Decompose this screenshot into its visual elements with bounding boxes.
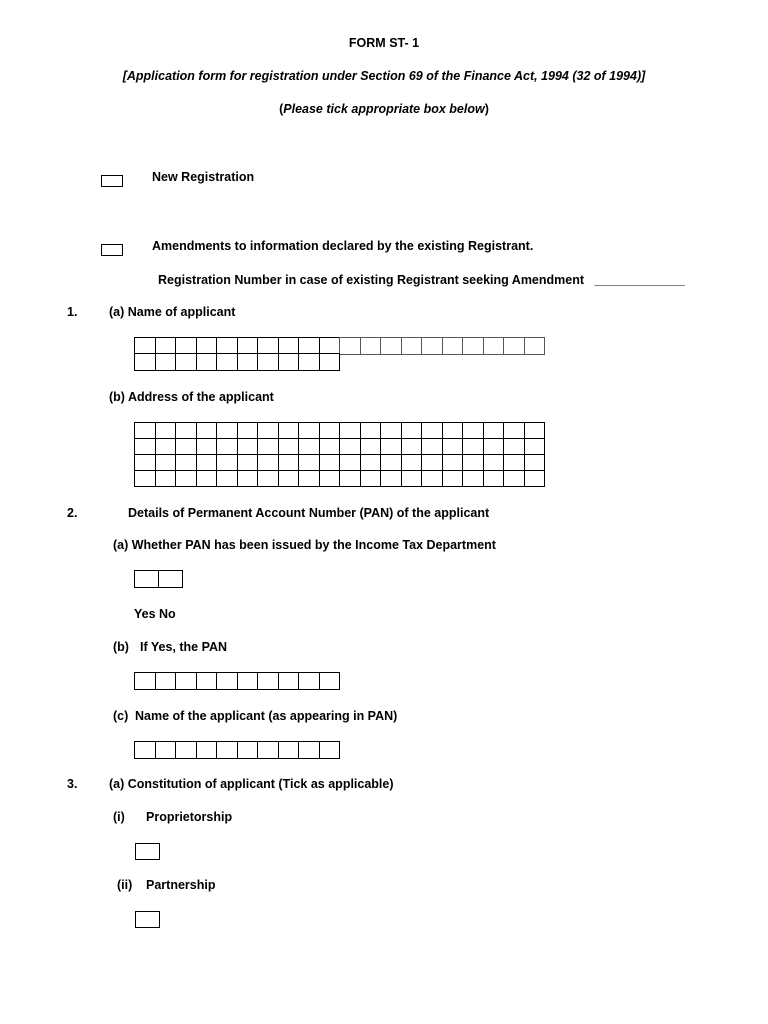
entry-cell[interactable] (524, 422, 546, 439)
new-registration-label: New Registration (152, 170, 255, 184)
entry-cell[interactable] (483, 422, 505, 439)
entry-cell[interactable] (524, 454, 546, 471)
entry-cell[interactable] (175, 438, 197, 455)
entry-cell[interactable] (237, 672, 259, 690)
entry-cell[interactable] (339, 337, 361, 355)
entry-cell[interactable] (196, 454, 218, 471)
entry-cell[interactable] (278, 741, 300, 759)
amendment-checkbox[interactable] (101, 244, 123, 256)
entry-cell[interactable] (196, 672, 218, 690)
pan-grid[interactable] (135, 673, 340, 690)
entry-cell[interactable] (319, 672, 341, 690)
entry-cell[interactable] (196, 353, 218, 371)
entry-cell[interactable] (216, 470, 238, 487)
q1a-label: (a) Name of applicant (109, 305, 236, 319)
entry-cell[interactable] (380, 454, 402, 471)
entry-cell[interactable] (421, 337, 443, 355)
q3-ii-label: Partnership (146, 878, 216, 892)
entry-cell[interactable] (401, 422, 423, 439)
registration-number-label (158, 273, 685, 287)
entry-cell[interactable] (524, 470, 546, 487)
entry-cell[interactable] (237, 741, 259, 759)
entry-cell[interactable] (524, 438, 546, 455)
form-subtitle: [Application form for registration under Section 69 of the Finance Act, 1994 (32 of 1994)] (122, 69, 646, 83)
q2-number: 2. (67, 506, 78, 520)
address-grid[interactable] (135, 423, 545, 487)
entry-cell[interactable] (155, 422, 177, 439)
entry-cell[interactable] (257, 438, 279, 455)
entry-cell[interactable] (380, 438, 402, 455)
entry-cell[interactable] (298, 470, 320, 487)
entry-cell[interactable] (257, 470, 279, 487)
entry-cell[interactable] (134, 353, 156, 371)
entry-cell[interactable] (278, 470, 300, 487)
entry-cell[interactable] (175, 454, 197, 471)
entry-cell[interactable] (442, 337, 464, 355)
entry-cell[interactable] (216, 438, 238, 455)
entry-cell[interactable] (503, 470, 525, 487)
q2b-marker: (b) (113, 640, 129, 654)
entry-cell[interactable] (401, 337, 423, 355)
entry-cell[interactable] (298, 438, 320, 455)
entry-cell[interactable] (339, 470, 361, 487)
entry-cell[interactable] (134, 438, 156, 455)
entry-cell[interactable] (503, 438, 525, 455)
partnership-checkbox[interactable] (135, 911, 160, 928)
pan-issued-yes-no-boxes[interactable] (135, 571, 183, 588)
entry-cell[interactable] (134, 741, 156, 759)
entry-cell[interactable] (421, 438, 443, 455)
entry-cell[interactable] (524, 337, 546, 355)
entry-cell[interactable] (319, 741, 341, 759)
entry-cell[interactable] (319, 454, 341, 471)
entry-cell[interactable] (155, 438, 177, 455)
entry-cell[interactable] (175, 353, 197, 371)
entry-cell[interactable] (339, 422, 361, 439)
entry-cell[interactable] (339, 454, 361, 471)
amendment-label: Amendments to information declared by the existing Registrant. (152, 239, 534, 253)
instruction-text: Please tick appropriate box below (283, 102, 485, 116)
q2c-label: Name of the applicant (as appearing in PAN) (135, 709, 398, 723)
entry-cell[interactable] (380, 422, 402, 439)
entry-cell[interactable] (360, 470, 382, 487)
entry-cell[interactable] (216, 672, 238, 690)
entry-cell[interactable] (196, 470, 218, 487)
form-instruction (0, 102, 768, 116)
entry-cell[interactable] (462, 438, 484, 455)
entry-cell[interactable] (442, 454, 464, 471)
registration-number-field[interactable]: _____________ (594, 273, 685, 287)
entry-cell[interactable] (421, 422, 443, 439)
entry-cell[interactable] (278, 353, 300, 371)
entry-cell[interactable] (237, 353, 259, 371)
entry-cell[interactable] (503, 337, 525, 355)
entry-cell[interactable] (257, 741, 279, 759)
entry-cell[interactable] (462, 454, 484, 471)
entry-cell[interactable] (134, 570, 159, 588)
entry-cell[interactable] (257, 454, 279, 471)
entry-cell[interactable] (421, 454, 443, 471)
entry-cell[interactable] (175, 741, 197, 759)
entry-cell[interactable] (401, 454, 423, 471)
proprietorship-checkbox[interactable] (135, 843, 160, 860)
entry-cell[interactable] (360, 454, 382, 471)
entry-cell[interactable] (237, 422, 259, 439)
instruction-open: ( (279, 102, 284, 116)
entry-cell[interactable] (155, 741, 177, 759)
entry-cell[interactable] (298, 422, 320, 439)
q3-i-label: Proprietorship (146, 810, 233, 824)
entry-cell[interactable] (134, 422, 156, 439)
name-grid-row1-extension[interactable] (340, 338, 545, 355)
entry-cell[interactable] (134, 454, 156, 471)
entry-cell[interactable] (319, 422, 341, 439)
entry-cell[interactable] (257, 353, 279, 371)
q3a-label: (a) Constitution of applicant (Tick as applicable) (109, 777, 394, 791)
entry-cell[interactable] (360, 438, 382, 455)
entry-cell[interactable] (319, 353, 341, 371)
entry-cell[interactable] (196, 741, 218, 759)
entry-cell[interactable] (278, 672, 300, 690)
entry-cell[interactable] (483, 337, 505, 355)
entry-cell[interactable] (278, 438, 300, 455)
entry-cell[interactable] (319, 470, 341, 487)
entry-cell[interactable] (503, 454, 525, 471)
entry-cell[interactable] (298, 741, 320, 759)
new-registration-checkbox[interactable] (101, 175, 123, 187)
entry-cell[interactable] (216, 741, 238, 759)
entry-cell[interactable] (155, 454, 177, 471)
entry-cell[interactable] (196, 422, 218, 439)
entry-cell[interactable] (155, 353, 177, 371)
q2a-label: (a) Whether PAN has been issued by the Income Tax Department (113, 538, 496, 552)
name-grid-row2[interactable] (135, 354, 340, 371)
entry-cell[interactable] (442, 470, 464, 487)
yes-no-label: Yes No (134, 607, 176, 621)
entry-cell[interactable] (298, 353, 320, 371)
entry-cell[interactable] (360, 337, 382, 355)
entry-cell[interactable] (237, 438, 259, 455)
q2c-marker: (c) (113, 709, 129, 723)
entry-cell[interactable] (134, 470, 156, 487)
entry-cell[interactable] (421, 470, 443, 487)
entry-cell[interactable] (483, 454, 505, 471)
entry-cell[interactable] (278, 422, 300, 439)
pan-name-grid[interactable] (135, 742, 340, 759)
entry-cell[interactable] (134, 672, 156, 690)
entry-cell[interactable] (216, 422, 238, 439)
entry-cell[interactable] (278, 454, 300, 471)
entry-cell[interactable] (216, 353, 238, 371)
entry-cell[interactable] (483, 438, 505, 455)
instruction-close: ) (484, 102, 489, 116)
q2-title: Details of Permanent Account Number (PAN) of the applicant (128, 506, 490, 520)
q1-number: 1. (67, 305, 78, 319)
form-title: FORM ST- 1 (348, 36, 420, 50)
entry-cell[interactable] (462, 470, 484, 487)
entry-cell[interactable] (462, 337, 484, 355)
q1b-label: (b) Address of the applicant (109, 390, 274, 404)
entry-cell[interactable] (237, 454, 259, 471)
entry-cell[interactable] (155, 470, 177, 487)
registration-number-text: Registration Number in case of existing Registrant seeking Amendment (158, 273, 585, 287)
entry-cell[interactable] (483, 470, 505, 487)
entry-cell[interactable] (503, 422, 525, 439)
entry-cell[interactable] (155, 672, 177, 690)
entry-cell[interactable] (462, 422, 484, 439)
entry-cell[interactable] (257, 672, 279, 690)
entry-cell[interactable] (380, 470, 402, 487)
entry-cell[interactable] (442, 422, 464, 439)
q3-number: 3. (67, 777, 78, 791)
q2b-label: If Yes, the PAN (140, 640, 228, 654)
entry-cell[interactable] (237, 470, 259, 487)
entry-cell[interactable] (339, 438, 361, 455)
entry-cell[interactable] (298, 454, 320, 471)
entry-cell[interactable] (196, 438, 218, 455)
entry-cell[interactable] (175, 470, 197, 487)
entry-cell[interactable] (257, 422, 279, 439)
entry-cell[interactable] (175, 672, 197, 690)
entry-cell[interactable] (175, 422, 197, 439)
entry-cell[interactable] (298, 672, 320, 690)
entry-cell[interactable] (319, 438, 341, 455)
entry-cell[interactable] (216, 454, 238, 471)
entry-cell[interactable] (401, 470, 423, 487)
entry-cell[interactable] (360, 422, 382, 439)
entry-cell[interactable] (442, 438, 464, 455)
q3-ii-marker: (ii) (117, 878, 133, 892)
entry-cell[interactable] (401, 438, 423, 455)
q3-i-marker: (i) (113, 810, 125, 824)
entry-cell[interactable] (380, 337, 402, 355)
entry-cell[interactable] (158, 570, 183, 588)
